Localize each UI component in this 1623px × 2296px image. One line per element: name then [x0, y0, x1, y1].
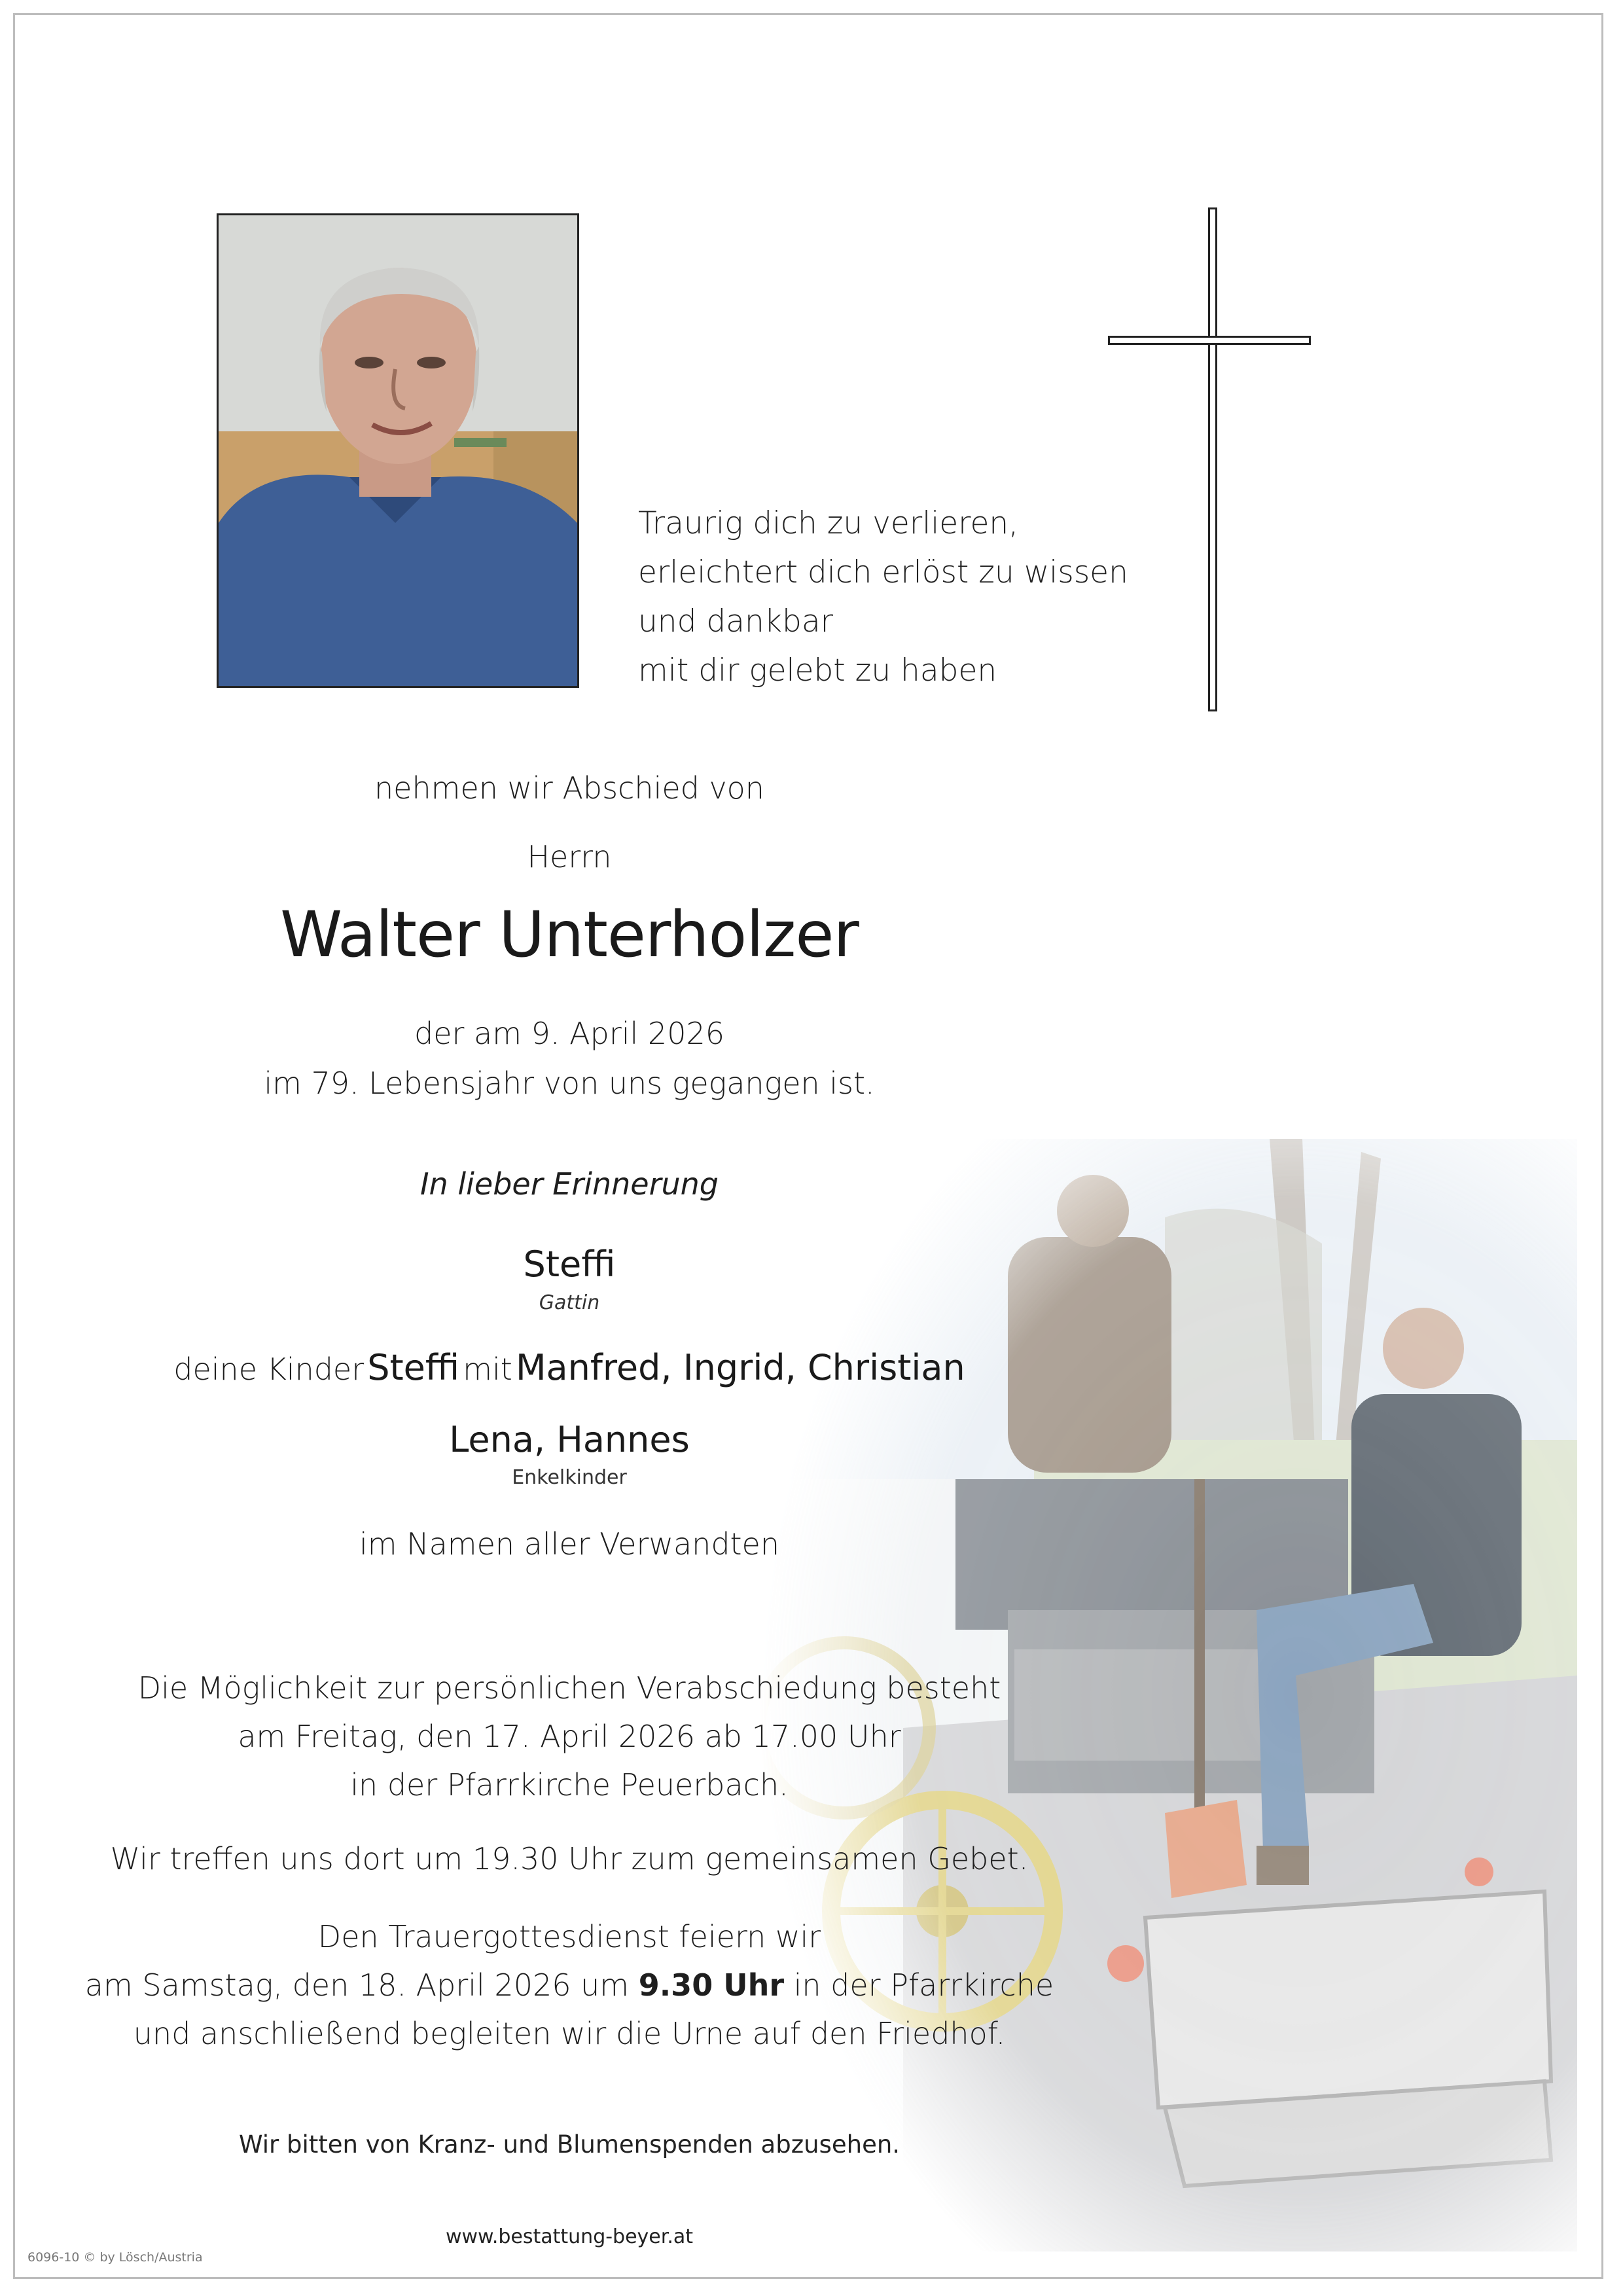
- print-code: 6096-10 © by Lösch/Austria: [27, 2250, 203, 2265]
- cross-icon-vertical: [1208, 207, 1217, 711]
- spouse-role: Gattin: [539, 1291, 600, 1314]
- prayer-text: Wir treffen uns dort um 19.30 Uhr zum gemeinsamen Gebet.: [110, 1841, 1029, 1876]
- deceased-name: Walter Unterholzer: [280, 898, 859, 971]
- poem-line: erleichtert dich erlöst zu wissen: [638, 554, 1128, 590]
- farewell-date: am Freitag, den 17. April 2026 ab 17.00 Uhr: [238, 1719, 901, 1754]
- donation-request: Wir bitten von Kranz- und Blumenspenden abzusehen.: [238, 2130, 901, 2159]
- grandchildren-role: Enkelkinder: [512, 1466, 627, 1489]
- poem-line: mit dir gelebt zu haben: [638, 653, 997, 689]
- relatives-text: im Namen aller Verwandten: [359, 1526, 780, 1562]
- spouse-name: Steffi: [523, 1244, 616, 1285]
- portrait-photo: [217, 213, 579, 688]
- children-mit: mit: [463, 1352, 512, 1387]
- service-date: [0, 1967, 1139, 2003]
- service-place: in der Pfarrkirche: [784, 1967, 1054, 2003]
- farewell-line: Die Möglichkeit zur persönlichen Verabschiedung besteht: [137, 1670, 1001, 1706]
- poem-line: und dankbar: [638, 603, 833, 639]
- children-line: [0, 1347, 1139, 1388]
- death-date: der am 9. April 2026: [414, 1016, 724, 1051]
- death-age: im 79. Lebensjahr von uns gegangen ist.: [264, 1066, 875, 1101]
- child-name: Steffi: [367, 1347, 460, 1388]
- cross-icon-horizontal: [1108, 336, 1311, 345]
- poem: [638, 499, 1128, 695]
- salutation: Herrn: [527, 839, 612, 874]
- service-line: Den Trauergottesdienst feiern wir: [317, 1919, 821, 1954]
- farewell-location: in der Pfarrkirche Peuerbach.: [350, 1767, 789, 1803]
- intro-text: nehmen wir Abschied von: [374, 770, 764, 806]
- children-prefix: deine Kinder: [173, 1352, 365, 1387]
- service-time: 9.30 Uhr: [638, 1967, 784, 2003]
- grandchildren-names: Lena, Hannes: [449, 1419, 690, 1460]
- service-date-text: am Samstag, den 18. April 2026 um: [84, 1967, 639, 2003]
- poem-line: Traurig dich zu verlieren,: [638, 505, 1019, 541]
- memory-heading: In lieber Erinnerung: [419, 1166, 719, 1202]
- service-urn: und anschließend begleiten wir die Urne auf den Friedhof.: [133, 2016, 1006, 2051]
- website-link[interactable]: www.bestattung-beyer.at: [445, 2225, 694, 2248]
- children-names: Manfred, Ingrid, Christian: [515, 1347, 965, 1388]
